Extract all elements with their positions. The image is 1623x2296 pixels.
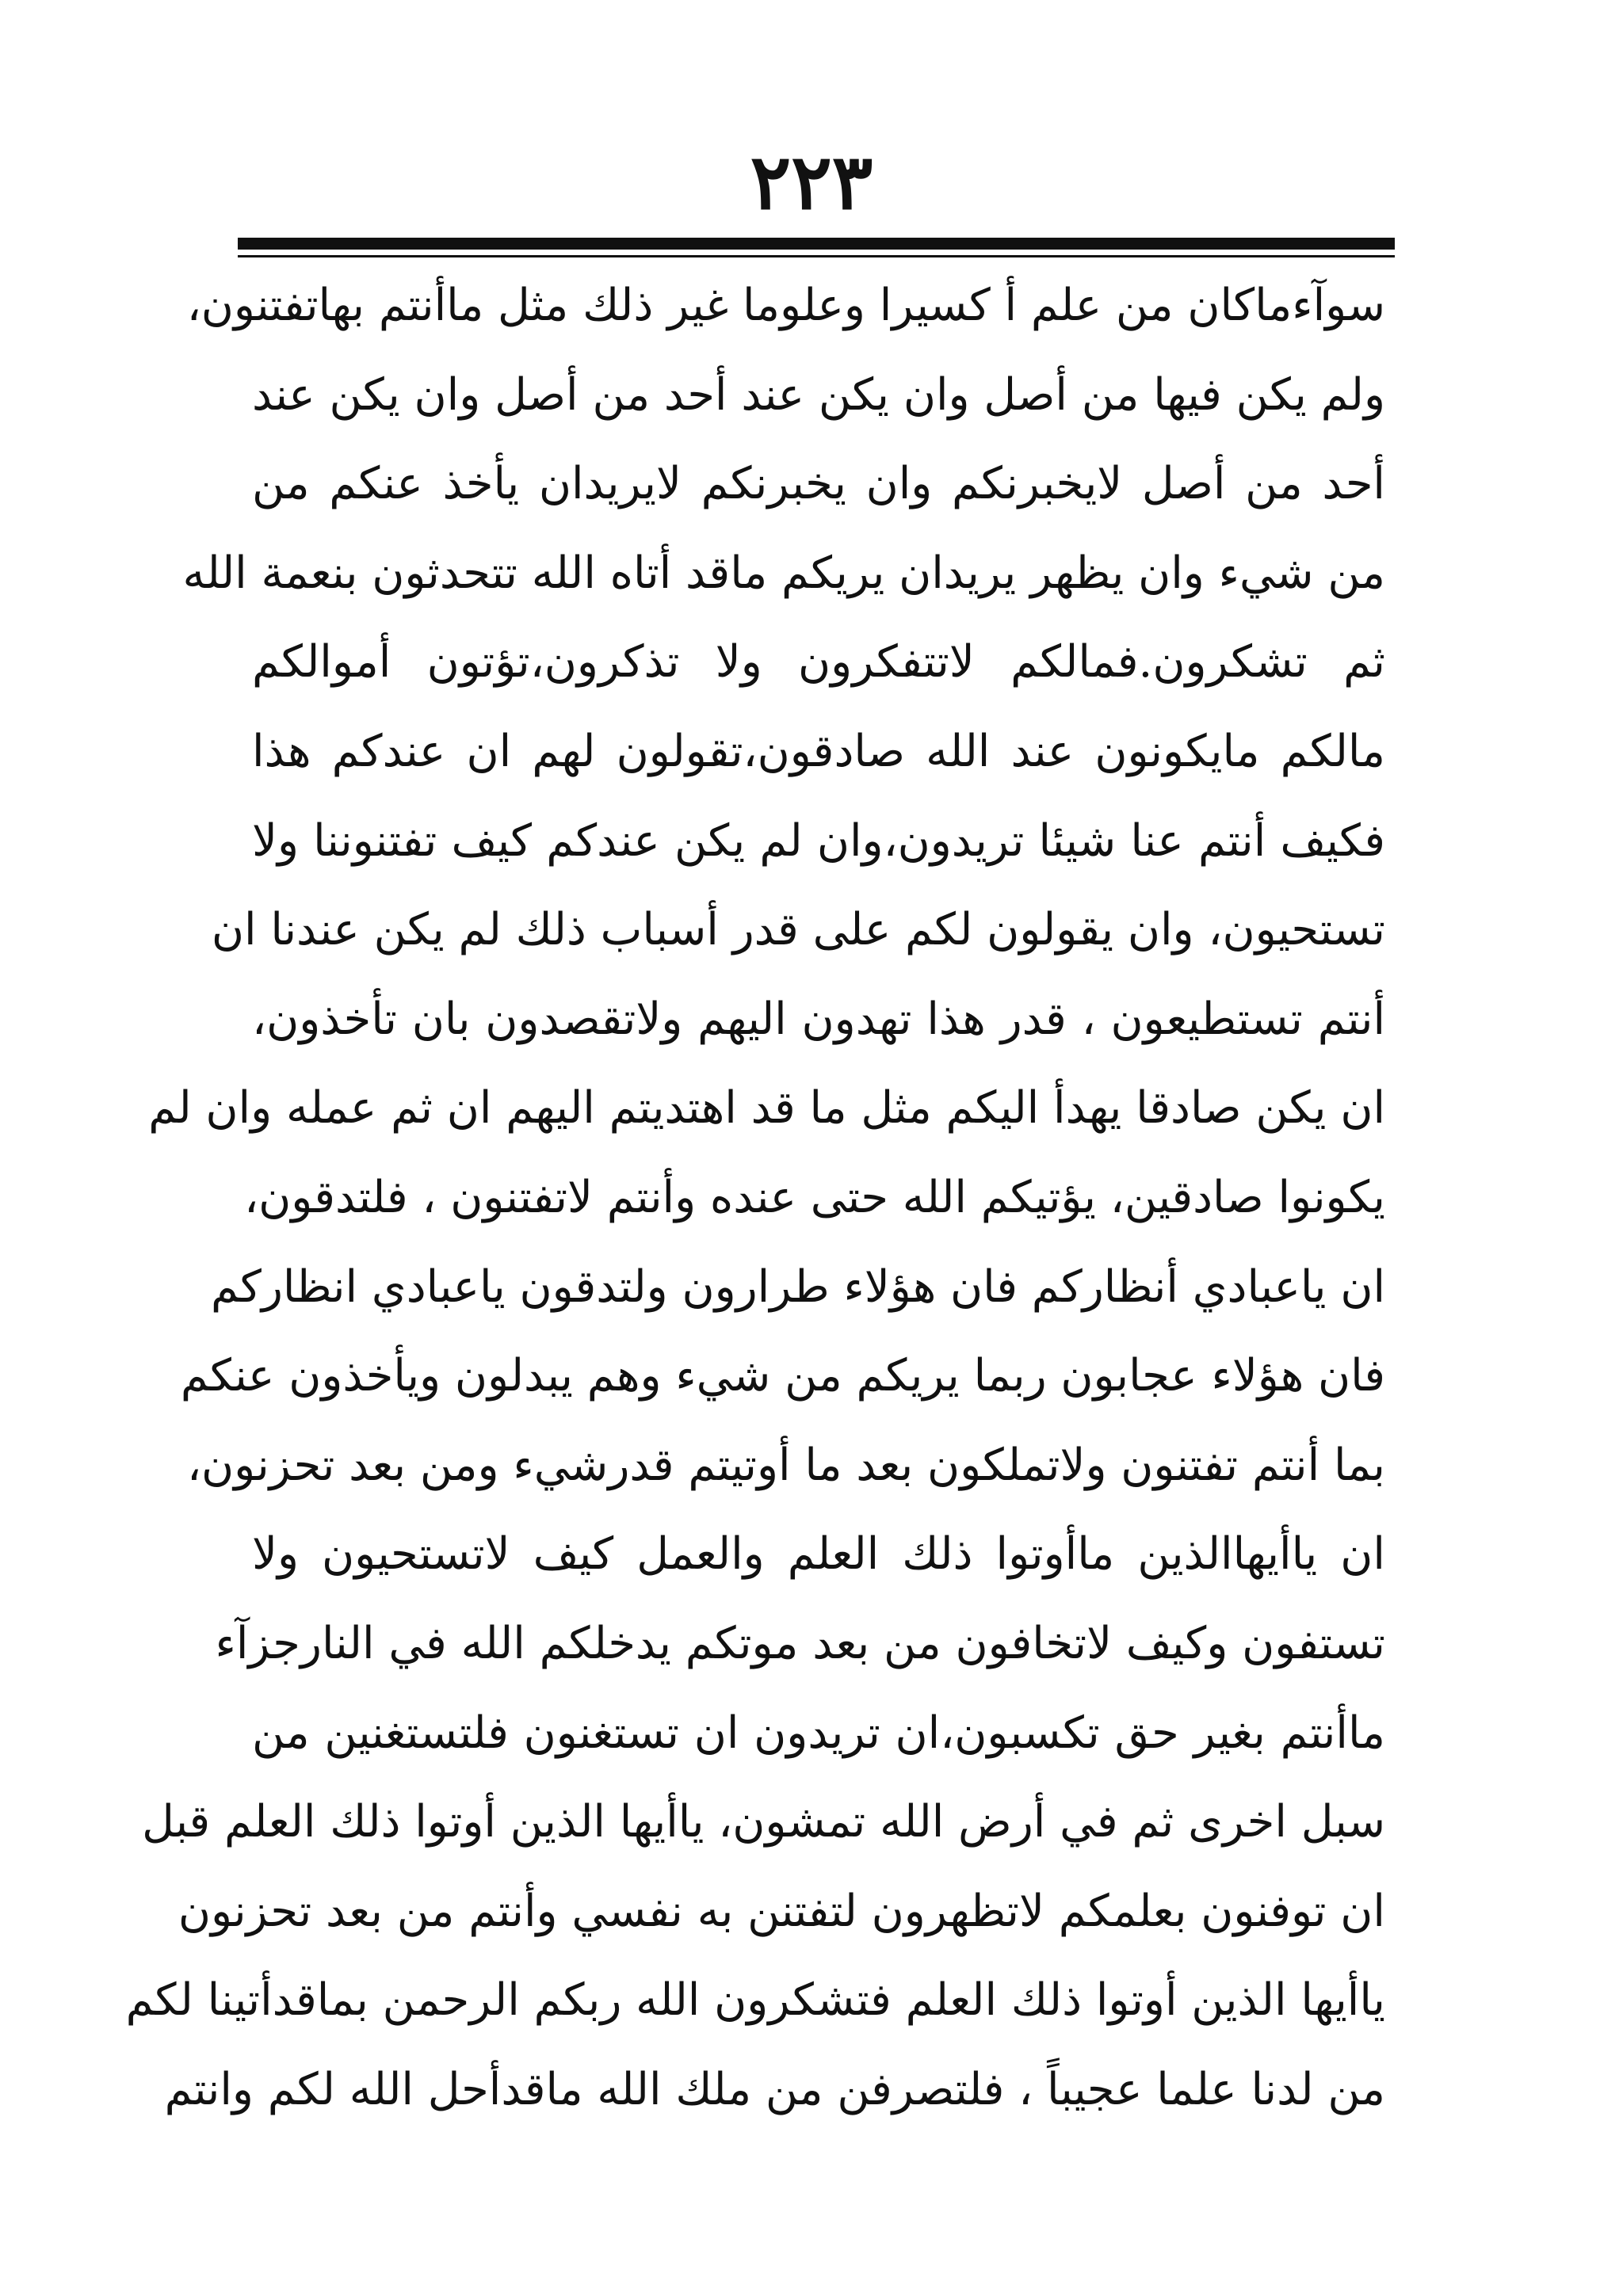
text-line: من لدنا علما عجيباً ، فلتصرفن من ملك الله ماقدأحل الله لكم وانتم bbox=[164, 2063, 1385, 2115]
text-line: ماأنتم بغير حق تكسبون،ان تريدون ان تستغنون فلتستغنين من bbox=[252, 1707, 1385, 1759]
text-line: ثم تشكرون.فمالكم لاتتفكرون ولا تذكرون،تؤتون أموالكم bbox=[252, 636, 1385, 688]
header-rule bbox=[238, 238, 1395, 250]
text-line: سوآءماكان من علم أ كسيرا وعلوما غير ذلك مثل ماأنتم بهاتفتنون، bbox=[186, 280, 1385, 331]
text-line: ان ياأيهاالذين ماأوتوا ذلك العلم والعمل كيف لاتستحيون ولا bbox=[252, 1528, 1385, 1581]
text-line: فان هؤلاء عجابون ربما يريكم من شيء وهم يبدلون ويأخذون عنكم bbox=[180, 1350, 1385, 1402]
text-line: مالكم مايكونون عند الله صادقون،تقولون لهم ان عندكم هذا bbox=[252, 725, 1385, 777]
text-line: تستفون وكيف لاتخافون من بعد موتكم يدخلكم الله في النارجزآء bbox=[215, 1617, 1385, 1669]
text-line: ان ياعبادي أنظاركم فان هؤلاء طرارون ولتدقون ياعبادي انظاركم bbox=[210, 1261, 1385, 1313]
text-line: أنتم تستطيعون ، قدر هذا تهدون اليهم ولاتقصدون بان تأخذون، bbox=[252, 993, 1385, 1045]
text-line: فكيف أنتم عنا شيئا تريدون،وان لم يكن عندكم كيف تفتنوننا ولا bbox=[252, 814, 1385, 867]
text-line: سبل اخرى ثم في أرض الله تمشون، ياأيها الذين أوتوا ذلك العلم قبل bbox=[142, 1796, 1385, 1848]
page-number: ٢٢٣ bbox=[750, 137, 873, 227]
body-text bbox=[125, 261, 1385, 2134]
text-line: تستحيون، وان يقولون لكم على قدر أسباب ذلك لم يكن عندنا ان bbox=[211, 904, 1385, 956]
text-line: يكونوا صادقين، يؤتيكم الله حتى عنده وأنتم لاتفتنون ، فلتدقون، bbox=[244, 1171, 1385, 1223]
text-line: ان توفنون بعلمكم لاتظهرون لتفتنن به نفسي وأنتم من بعد تحزنون bbox=[178, 1885, 1385, 1937]
text-line: بما أنتم تفتنون ولاتملكون بعد ما أوتيتم قدرشيء ومن بعد تحزنون، bbox=[186, 1439, 1385, 1491]
text-line: من شيء وان يظهر يريدان يريكم ماقد أتاه الله تتحدثون بنعمة الله bbox=[182, 547, 1385, 599]
text-line: أحد من أصل لايخبرنكم وان يخبرنكم لايريدان يأخذ عنكم من bbox=[252, 458, 1385, 510]
text-line: ياأيها الذين أوتوا ذلك العلم فتشكرون الله ربكم الرحمن بماقدأتينا لكم bbox=[125, 1974, 1385, 2027]
text-line: ان يكن صادقا يهدأ اليكم مثل ما قد اهتديتم اليهم ان ثم عمله وان لم bbox=[148, 1082, 1385, 1135]
header-rule-thin bbox=[238, 255, 1395, 257]
text-line: ولم يكن فيها من أصل وان يكن عند أحد من أصل وان يكن عند bbox=[252, 368, 1385, 421]
